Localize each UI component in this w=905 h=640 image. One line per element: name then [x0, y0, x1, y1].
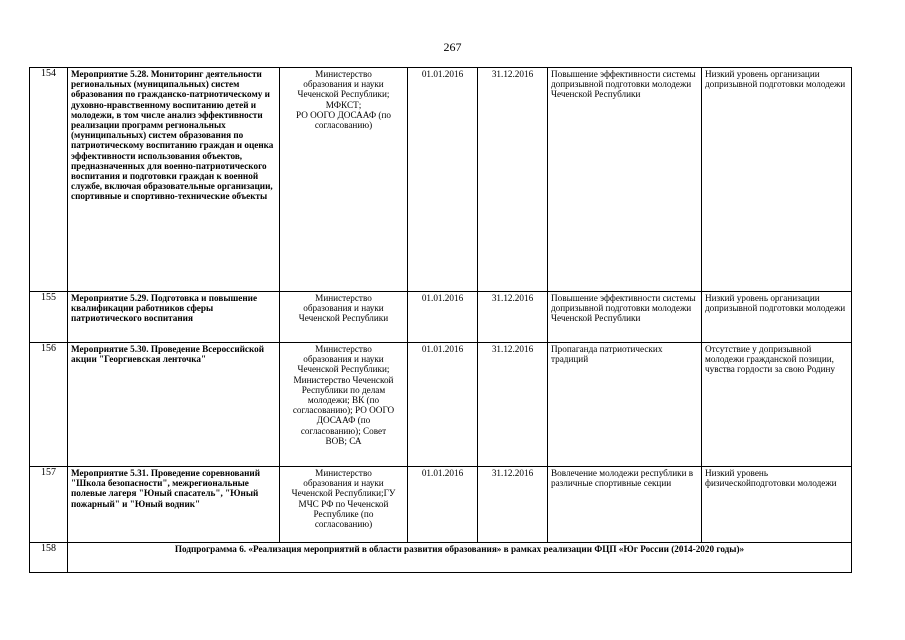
event-name: Мероприятие 5.31. Проведение соревнований "Школа безопасности", межрегиональные полевые лагеря "Юный спасатель", "Юный пожарный" и "Юный водник" [68, 467, 280, 543]
executor-text: Министерство образования и науки Чеченской Республики; Министерство Чеченской Республики по делам молодежи; ВК (по согласованию); РО ООГО ДОСААФ (по согласованию); Совет ВОВ; СА [292, 344, 395, 446]
end-date: 31.12.2016 [478, 68, 548, 292]
row-number: 155 [30, 292, 68, 343]
page-number: 267 [443, 40, 462, 54]
row-number: 154 [30, 68, 68, 292]
event-name: Мероприятие 5.28. Мониторинг деятельности региональных (муниципальных) систем образования по гражданско-патриотическому и духовно-нравственному воспитанию детей и молодежи, в том числе анализ эффективности реализации программ региональных (муниципальных) систем образования по патриотическому воспитанию граждан и оценка эффективности использования объектов, предназначенных для военно-патриотического воспитания и подготовки граждан к военной службе, включая образовательные организации, спортивные и спортивно-технические объекты [68, 68, 280, 292]
consequence: Низкий уровень физическойподготовки молодежи [702, 467, 852, 543]
executor [280, 292, 408, 343]
expected-result: Повышение эффективности системы допризывной подготовки молодежи Чеченской Республики [548, 292, 702, 343]
end-date: 31.12.2016 [478, 343, 548, 467]
executor-text: Министерство образования и науки Чеченской Республики; МФКСТ; РО ООГО ДОСААФ (по согласованию) [296, 69, 391, 131]
table-row [30, 467, 852, 543]
end-date: 31.12.2016 [478, 467, 548, 543]
consequence: Отсутствие у допризывной молодежи гражданской позиции, чувства гордости за свою Родину [702, 343, 852, 467]
expected-result: Повышение эффективности системы допризывной подготовки молодежи Чеченской Республики [548, 68, 702, 292]
measures-table [29, 67, 852, 573]
executor-text: Министерство образования и науки Чеченской Республики;ГУ МЧС РФ по Чеченской Республике (по согласованию) [291, 468, 396, 530]
start-date: 01.01.2016 [408, 467, 478, 543]
event-name: Мероприятие 5.29. Подготовка и повышение квалификации работников сферы патриотического воспитания [68, 292, 280, 343]
executor [280, 68, 408, 292]
consequence: Низкий уровень организации допризывной подготовки молодежи [702, 68, 852, 292]
subprogram-title: Подпрограмма 6. «Реализация мероприятий в области развития образования» в рамках реализации ФЦП «Юг России (2014-2020 годы)» [68, 543, 852, 573]
table-row [30, 68, 852, 292]
event-name: Мероприятие 5.30. Проведение Всероссийской акции "Георгиевская ленточка" [68, 343, 280, 467]
row-number: 157 [30, 467, 68, 543]
start-date: 01.01.2016 [408, 343, 478, 467]
subprogram-row [30, 543, 852, 573]
table-row [30, 343, 852, 467]
executor [280, 343, 408, 467]
start-date: 01.01.2016 [408, 292, 478, 343]
expected-result: Вовлечение молодежи республики в различные спортивные секции [548, 467, 702, 543]
executor [280, 467, 408, 543]
row-number: 158 [30, 543, 68, 573]
end-date: 31.12.2016 [478, 292, 548, 343]
expected-result: Пропаганда патриотических традиций [548, 343, 702, 467]
row-number: 156 [30, 343, 68, 467]
consequence: Низкий уровень организации допризывной подготовки молодежи [702, 292, 852, 343]
table-row [30, 292, 852, 343]
start-date: 01.01.2016 [408, 68, 478, 292]
executor-text: Министерство образования и науки Чеченской Республики [298, 293, 389, 324]
